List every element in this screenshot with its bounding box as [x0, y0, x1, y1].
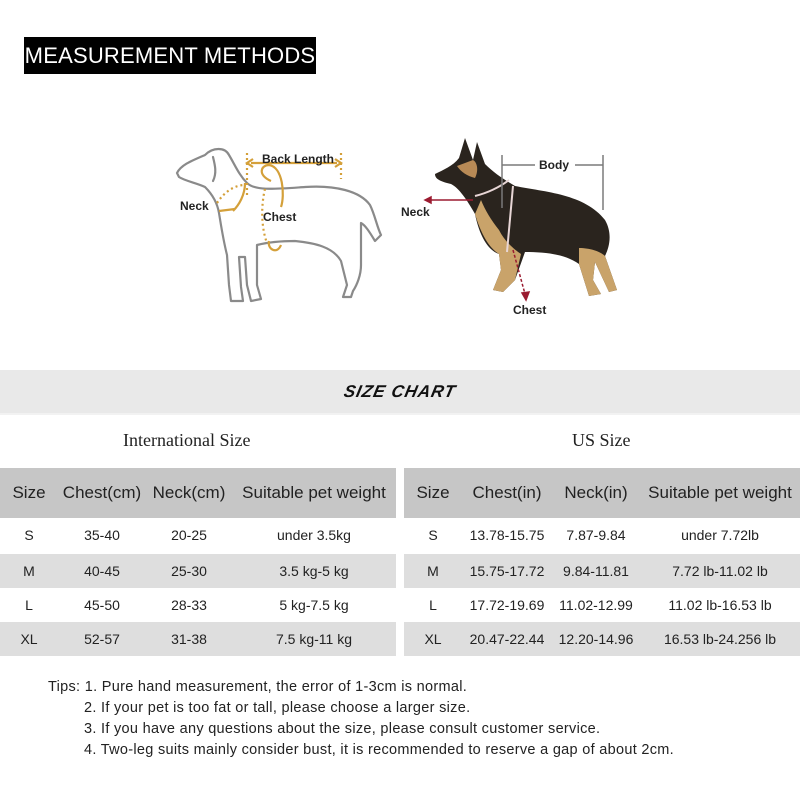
tip-item: 1. Pure hand measurement, the error of 1-3cm is normal. [84, 679, 468, 695]
cell-neck: 9.84-11.81 [563, 563, 629, 579]
cell-weight: 5 kg-7.5 kg [279, 597, 349, 613]
tips-section [48, 677, 674, 761]
cell-size: M [427, 563, 439, 579]
cell-neck: 11.02-12.99 [559, 597, 633, 613]
cell-weight: under 3.5kg [277, 527, 351, 543]
cell-size: XL [424, 631, 442, 647]
tip-line [48, 677, 674, 698]
neck-label-left: Neck [180, 199, 209, 213]
table-row [404, 588, 800, 622]
cell-chest: 52-57 [84, 631, 120, 647]
measurement-methods-title: MEASUREMENT METHODS [24, 37, 316, 74]
table-row [0, 622, 396, 656]
tip-item: 3. If you have any questions about the size, please consult customer service. [84, 721, 601, 737]
cell-size: M [23, 563, 35, 579]
table-row [404, 518, 800, 552]
international-size-table [0, 468, 396, 656]
header-cell: Neck(in) [564, 483, 628, 502]
cell-chest: 13.78-15.75 [469, 527, 545, 543]
header-cell: Size [12, 483, 46, 502]
header-cell: Size [416, 483, 450, 502]
cell-weight: 11.02 lb-16.53 lb [668, 597, 772, 613]
cell-size: L [429, 597, 437, 613]
back-length-label: Back Length [262, 152, 335, 166]
cell-weight: 7.72 lb-11.02 lb [672, 563, 768, 579]
chest-label-left: Chest [263, 210, 297, 224]
table-row [0, 518, 396, 552]
dog-photo-illustration [395, 130, 645, 325]
tip-item: 4. Two-leg suits mainly consider bust, it is recommended to reserve a gap of about 2cm. [84, 742, 674, 758]
cell-weight: 7.5 kg-11 kg [275, 631, 352, 647]
cell-chest: 40-45 [84, 563, 120, 579]
cell-weight: 16.53 lb-24.256 lb [663, 631, 777, 647]
international-size-title: International Size [123, 430, 251, 450]
cell-chest: 17.72-19.69 [469, 597, 545, 613]
cell-size: L [25, 597, 33, 613]
cell-weight: 3.5 kg-5 kg [279, 563, 349, 579]
dog-outline-figure [165, 135, 390, 315]
us-size-title: US Size [572, 430, 631, 450]
size-chart-title: SIZE CHART [342, 382, 458, 401]
neck-label-right: Neck [401, 205, 430, 219]
header-cell: Neck(cm) [152, 483, 226, 502]
cell-neck: 7.87-9.84 [566, 527, 626, 543]
cell-chest: 20.47-22.44 [469, 631, 545, 647]
table-header-row [404, 468, 800, 518]
cell-neck: 25-30 [171, 563, 207, 579]
cell-chest: 15.75-17.72 [469, 563, 545, 579]
cell-neck: 31-38 [171, 631, 207, 647]
cell-size: XL [20, 631, 38, 647]
header-cell: Chest(cm) [62, 483, 142, 502]
cell-chest: 45-50 [84, 597, 120, 613]
header-cell: Suitable pet weight [242, 483, 386, 502]
table-header-row [0, 468, 396, 518]
cell-size: S [428, 527, 438, 543]
cell-neck: 28-33 [171, 597, 207, 613]
chest-label-right: Chest [513, 303, 547, 317]
tips-prefix: Tips: [48, 679, 81, 695]
table-row [404, 622, 800, 656]
cell-neck: 20-25 [171, 527, 207, 543]
cell-chest: 35-40 [84, 527, 120, 543]
dog-outline-illustration [165, 135, 390, 315]
dog-photo-figure [395, 130, 645, 325]
tip-item: 2. If your pet is too fat or tall, please choose a larger size. [84, 700, 471, 716]
table-row [0, 554, 396, 588]
table-row [0, 588, 396, 622]
cell-weight: under 7.72lb [681, 527, 759, 543]
header-cell: Chest(in) [472, 483, 542, 502]
body-label: Body [539, 158, 569, 172]
table-row [404, 554, 800, 588]
size-chart-banner [0, 370, 800, 415]
cell-size: S [24, 527, 34, 543]
us-size-table [404, 468, 800, 656]
cell-neck: 12.20-14.96 [558, 631, 634, 647]
header-cell: Suitable pet weight [648, 483, 792, 502]
